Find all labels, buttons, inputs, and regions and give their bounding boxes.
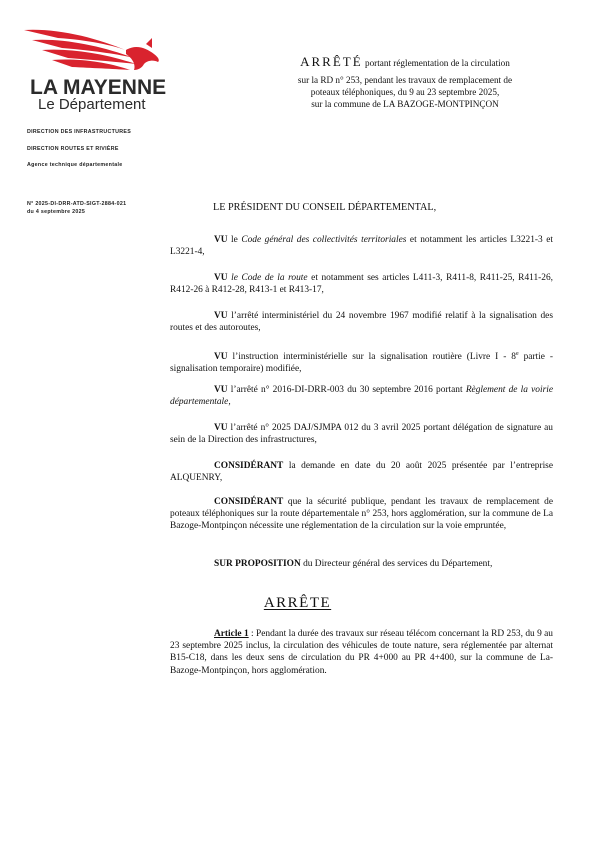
text: le [227, 235, 242, 245]
paragraph-vu-cgct [170, 234, 553, 258]
keyword: VU [214, 273, 228, 283]
sidebar-subdirection: DIRECTION ROUTES ET RIVIÈRE [27, 146, 119, 152]
logo-subtitle: Le Département [38, 96, 146, 113]
sidebar-agency: Agence technique départementale [27, 162, 123, 168]
sidebar-date: du 4 septembre 2025 [27, 208, 86, 215]
keyword: SUR PROPOSITION [214, 559, 301, 569]
article-1 [170, 628, 553, 677]
paragraph-considerant-securite [170, 496, 553, 533]
horse-head-icon [18, 24, 168, 80]
text: et notamment ses articles L411-3, R411-8, R411-25, R411-26, R412-26 à R412-28, R413-1 et R413-17, [170, 273, 553, 296]
superscript: e [515, 351, 519, 357]
text: l’arrêté n° 2025 DAJ/SJMPA 012 du 3 avril 2025 portant délégation de signature au sein de la Direction des infrastructures, [170, 423, 553, 446]
text: du Directeur général des services du Département, [300, 559, 493, 569]
text: que la sécurité publique, pendant les travaux de remplacement de poteaux téléphoniques sur la route départementale n° 253, hors agglomération, sur la commune de La Bazoge-Montpinçon nécessite une réglementation de la circulation sur la voie empruntée, [170, 497, 553, 532]
reference-title: Règlement de la voirie départementale [170, 385, 553, 408]
keyword: VU [214, 311, 228, 321]
article-label: Article 1 [214, 629, 249, 639]
text: l’arrêté interministériel du 24 novembre 1967 modifié relatif à la signalisation des routes et des autoroutes, [170, 311, 553, 334]
keyword: CONSIDÉRANT [214, 461, 284, 471]
title-main: ARRÊTÉ [300, 54, 363, 69]
text: , [228, 397, 231, 408]
sidebar-direction: DIRECTION DES INFRASTRUCTURES [27, 129, 132, 135]
arrete-heading-text: ARRÊTE [263, 595, 332, 611]
text: et notamment les articles L3221-3 et L3221-4, [170, 235, 553, 258]
president-heading: LE PRÉSIDENT DU CONSEIL DÉPARTEMENTAL, [213, 202, 437, 213]
text: l’arrêté n° 2016-DI-DRR-003 du 30 septembre 2016 portant [227, 385, 466, 395]
arrete-heading [0, 594, 595, 612]
title-line4: sur la commune de LA BAZOGE-MONTPINÇON [311, 99, 499, 109]
keyword: CONSIDÉRANT [214, 497, 284, 507]
paragraph-vu-arrete-1967 [170, 310, 553, 334]
keyword: VU [214, 385, 228, 395]
sidebar-reference: N° 2025-DI-DRR-ATD-SIGT-2884-021 [27, 201, 127, 207]
paragraph-considerant-demande [170, 460, 553, 484]
logo-name: LA MAYENNE [30, 76, 167, 99]
paragraph-sur-proposition [170, 558, 553, 570]
title-line2: sur la RD n° 253, pendant les travaux de remplacement de [297, 75, 513, 85]
department-logo [18, 24, 168, 116]
paragraph-vu-arrete-2016 [170, 384, 553, 408]
keyword: VU [214, 352, 228, 363]
title-line3: poteaux téléphoniques, du 9 au 23 septembre 2025, [310, 87, 500, 97]
title-line1-rest: portant réglementation de la circulation [362, 58, 510, 68]
paragraph-vu-instruction [170, 348, 553, 376]
text: la demande en date du 20 août 2025 présentée par l’entreprise ALQUENRY, [170, 461, 553, 484]
article-text: : Pendant la durée des travaux sur réseau télécom concernant la RD 253, du 9 au 23 septembre 2025 inclus, la circulation des véhicules de toute nature, sera réglementée par alternat B15-C18, dans les deux sens de circulation du PR 4+000 au PR 4+400, sur la commune de La-Bazoge-Montpinçon, hors agglomération. [170, 629, 553, 676]
keyword: VU [214, 235, 228, 245]
title-first-line [240, 56, 570, 69]
document-title [240, 56, 570, 110]
keyword: VU [214, 423, 228, 433]
sidebar-reference-block [27, 201, 157, 216]
paragraph-vu-code-route [170, 272, 553, 296]
text: l’instruction interministérielle sur la signalisation routière (Livre I - 8 [227, 352, 516, 363]
reference-title: le Code de la route [227, 273, 308, 283]
text: partie - signalisation temporaire) modifiée, [170, 352, 553, 375]
paragraph-vu-arrete-2025 [170, 422, 553, 446]
reference-title: Code général des collectivités territoriales [241, 235, 407, 245]
